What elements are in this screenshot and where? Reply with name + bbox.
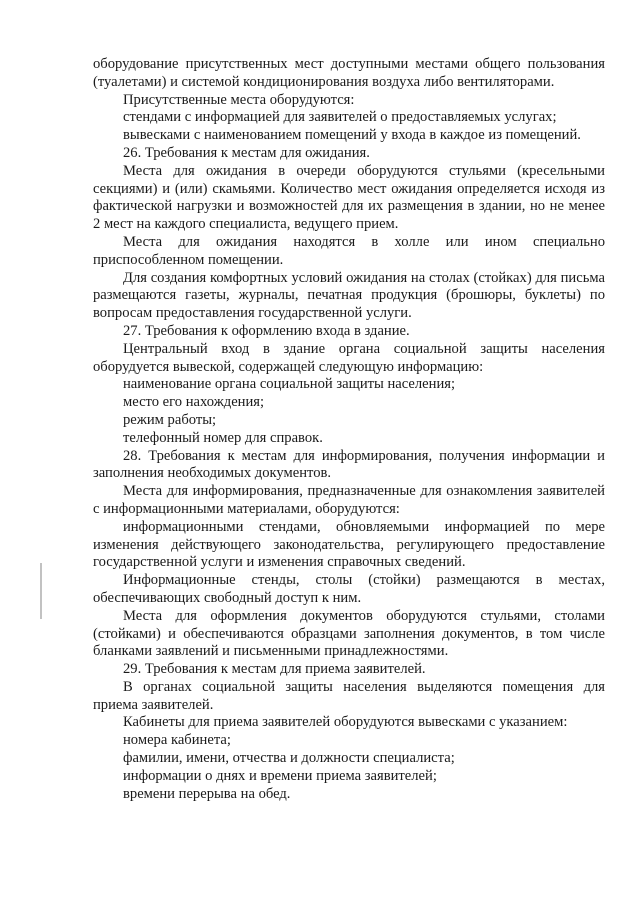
paragraph-info-places: Места для информирования, предназначенные для ознакомления заявителей с информационными материалами, оборудуются: bbox=[93, 483, 605, 517]
section-heading-26: 26. Требования к местам для ожидания. bbox=[123, 144, 370, 161]
list-item-schedule: режим работы; bbox=[123, 411, 217, 428]
paragraph-document-places: Места для оформления документов оборудуются стульями, столами (стойками) и обеспечиваются образцами заполнения документов, в том числе бланками заявлений и письменными принадлежностями. bbox=[93, 607, 605, 660]
list-item-info-stands: информационными стендами, обновляемыми информацией по мере изменения действующего законодательства, регулирующего предоставление государственной услуги и изменения справочных сведений. bbox=[93, 518, 605, 571]
paragraph-equipment-intro: Присутственные места оборудуются: bbox=[123, 91, 355, 108]
document-body bbox=[93, 56, 605, 803]
paragraph-continuation: оборудование присутственных мест доступными местами общего пользования (туалетами) и системой кондиционирования воздуха либо вентиляторами. bbox=[93, 56, 605, 90]
list-item-org-name: наименование органа социальной защиты населения; bbox=[123, 376, 456, 393]
paragraph-entrance: Центральный вход в здание органа социальной защиты населения оборудуется вывеской, содержащей следующую информацию: bbox=[93, 340, 605, 375]
list-item-phone: телефонный номер для справок. bbox=[123, 429, 323, 446]
list-item-reception-days: информации о днях и времени приема заявителей; bbox=[123, 767, 437, 784]
list-item-specialist-name: фамилии, имени, отчества и должности специалиста; bbox=[123, 750, 455, 767]
paragraph-waiting-seats: Места для ожидания в очереди оборудуются стульями (кресельными секциями) и (или) скамьями. Количество мест ожидания определяется исходя из фактической нагрузки и возможностей для их размещения в здании, но не менее 2 мест на каждого специалиста, ведущего прием. bbox=[93, 162, 605, 233]
list-item-stands: стендами с информацией для заявителей о предоставляемых услугах; bbox=[123, 109, 557, 126]
section-heading-28: 28. Требования к местам для информирования, получения информации и заполнения необходимых документов. bbox=[93, 447, 605, 482]
paragraph-reception-rooms: В органах социальной защиты населения выделяются помещения для приема заявителей. bbox=[93, 678, 605, 713]
list-item-signs: вывесками с наименованием помещений у входа в каждое из помещений. bbox=[123, 127, 581, 144]
section-heading-27: 27. Требования к оформлению входа в здание. bbox=[123, 322, 410, 339]
paragraph-stands-placement: Информационные стенды, столы (стойки) размещаются в местах, обеспечивающих свободный доступ к ним. bbox=[93, 572, 605, 606]
list-item-cabinet-number: номера кабинета; bbox=[123, 732, 231, 749]
scan-artifact-line bbox=[40, 563, 42, 619]
paragraph-waiting-comfort: Для создания комфортных условий ожидания на столах (стойках) для письма размещаются газеты, журналы, печатная продукция (брошюры, буклеты) по вопросам предоставления государственной услуги. bbox=[93, 269, 605, 322]
paragraph-cabinet-signs: Кабинеты для приема заявителей оборудуются вывесками с указанием: bbox=[123, 714, 568, 731]
paragraph-waiting-location: Места для ожидания находятся в холле или ином специально приспособленном помещении. bbox=[93, 233, 605, 268]
list-item-lunch-break: времени перерыва на обед. bbox=[123, 785, 291, 802]
list-item-location: место его нахождения; bbox=[123, 394, 265, 411]
section-heading-29: 29. Требования к местам для приема заявителей. bbox=[123, 661, 426, 678]
